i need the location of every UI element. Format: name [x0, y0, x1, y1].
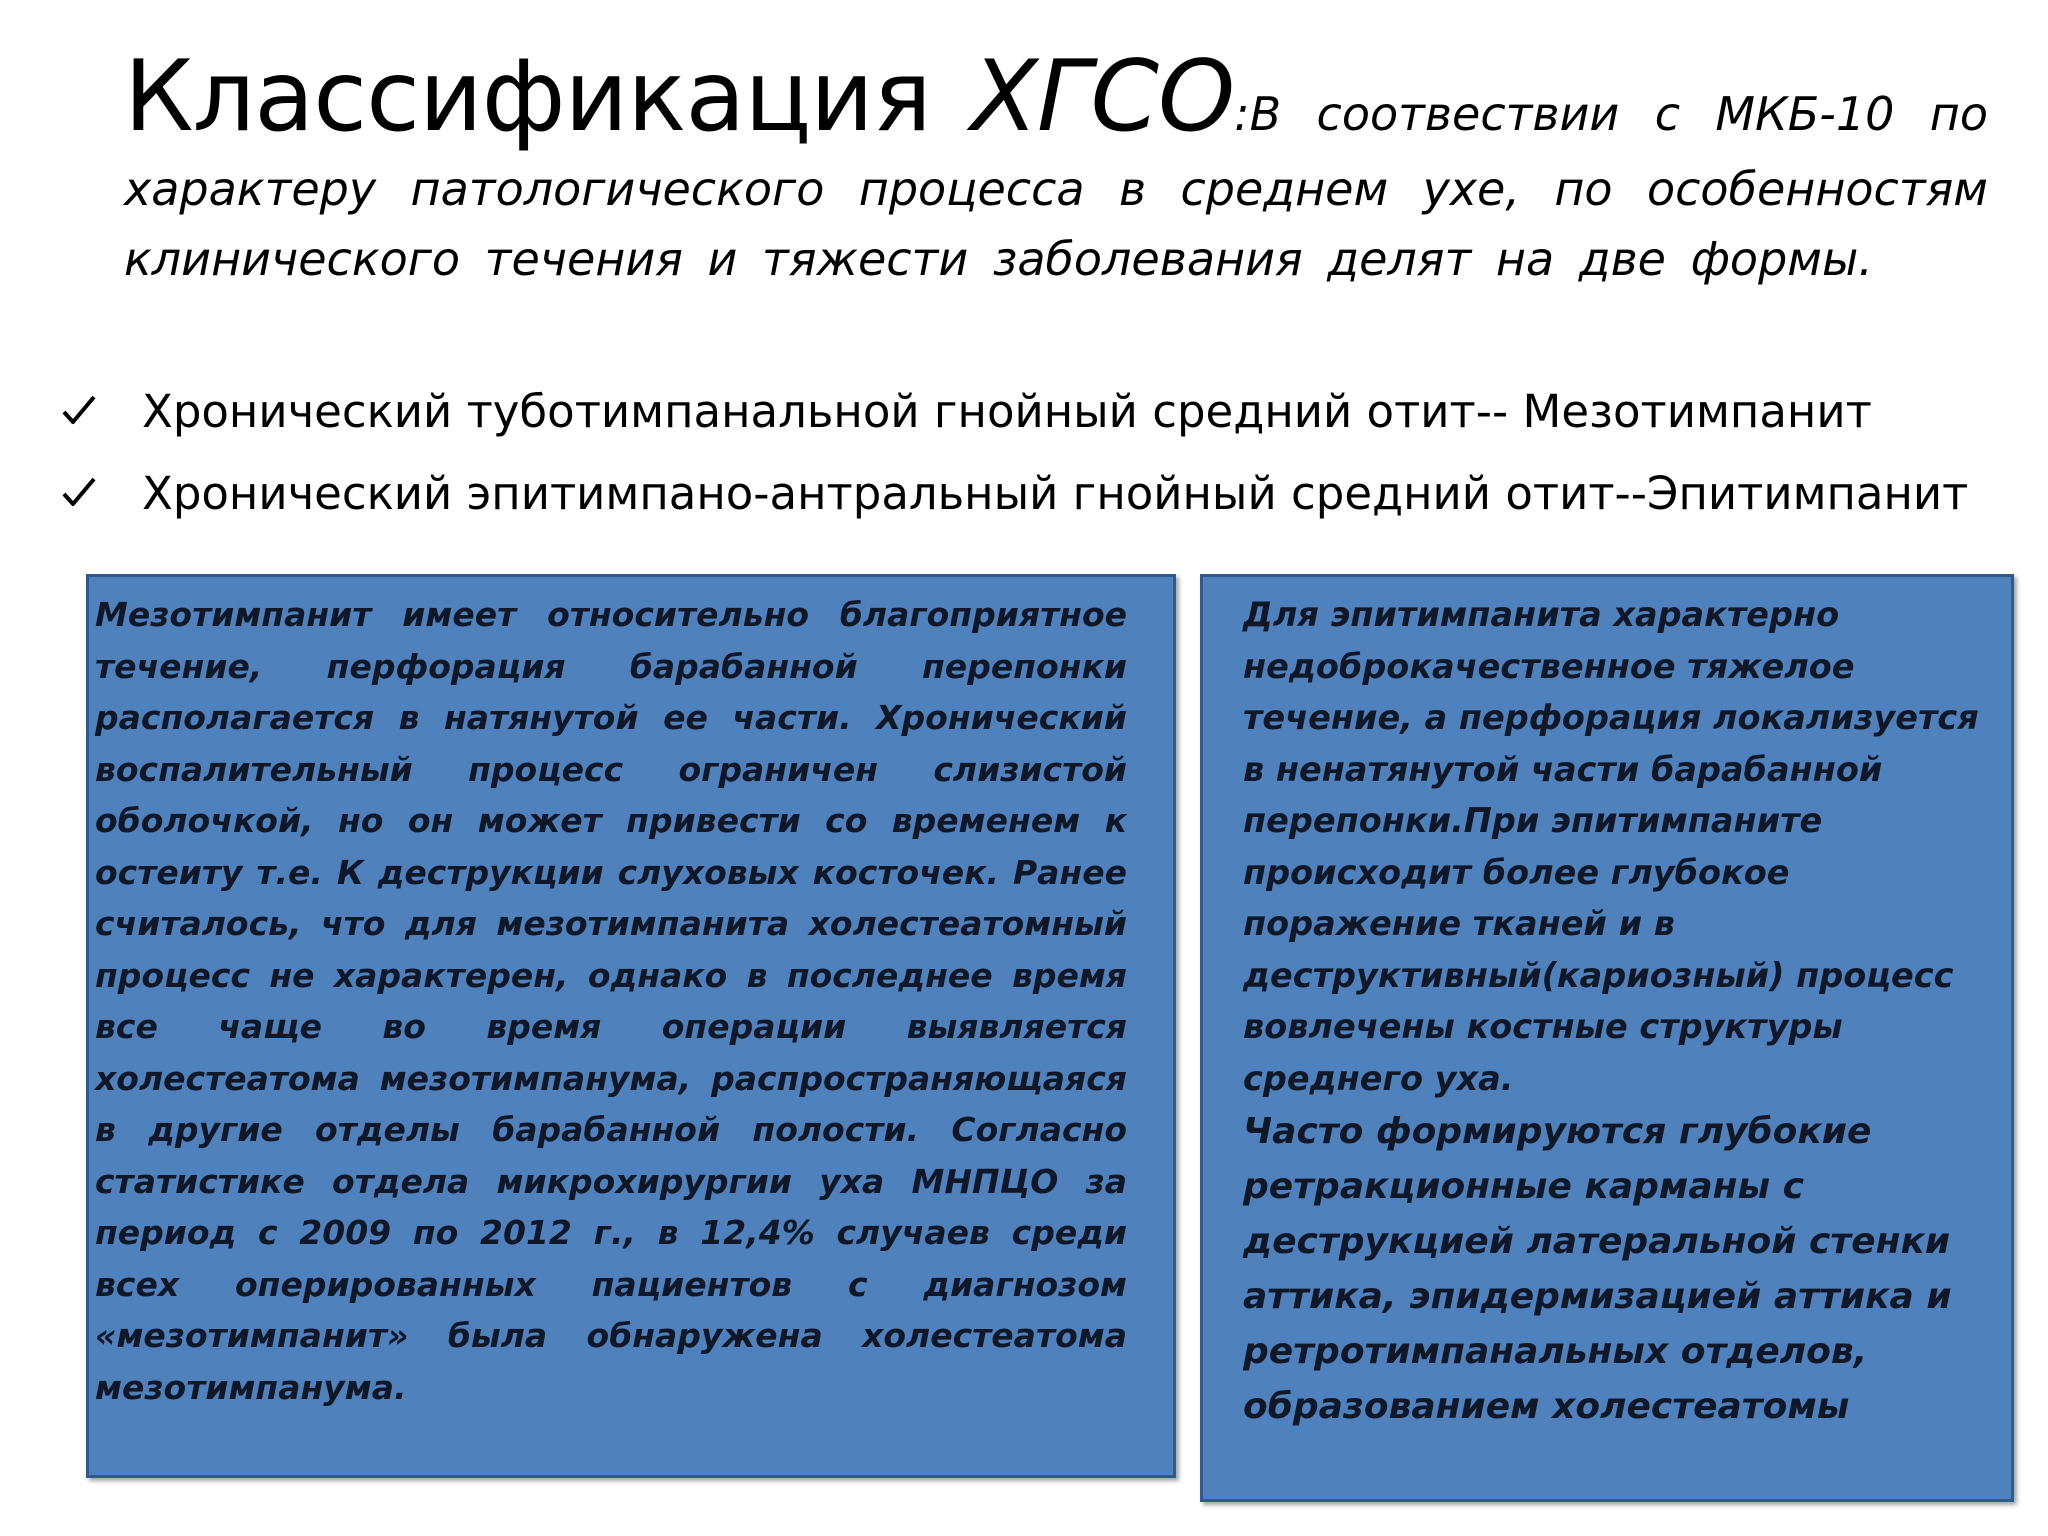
bullet-item [62, 370, 2022, 452]
slide-title-abbreviation: ХГСО [970, 40, 1235, 154]
bullet-text: Хронический эпитимпано-антральный гнойный средний отит--Эпитимпанит [142, 466, 1969, 520]
epitympanitis-complications-text: Часто формируются глубокие ретракционные карманы с деструкцией латеральной стенки аттика, эпидермизацией аттика и ретротимпанальных отделов, образованием холестеатомы [1243, 1111, 1952, 1427]
slide-title-block [124, 40, 1988, 294]
slide-title: Классификация [124, 40, 931, 154]
checkmark-icon [62, 394, 96, 428]
bullet-text: Хронический туботимпанальной гнойный средний отит-- Мезотимпанит [142, 384, 1872, 438]
mesotympanitis-box [86, 574, 1176, 1478]
epitympanitis-text: Для эпитимпанита характерно недоброкачественное тяжелое течение, а перфорация локализуется в ненатянутой части барабанной перепонки.При эпитимпаните происходит более глубокое поражение тканей и в деструктивный(кариозный) процесс вовлечены костные структуры среднего уха. [1243, 595, 1979, 1098]
checkmark-icon [62, 476, 96, 510]
bullet-item [62, 452, 2022, 534]
bullet-list [62, 370, 2022, 534]
epitympanitis-box [1200, 574, 2014, 1502]
slide-subtitle: :В соотвествии с МКБ-10 по характеру патологического процесса в среднем ухе, по особенностям клинического течения и тяжести заболевания делят на две формы. [124, 87, 1988, 286]
mesotympanitis-text: Мезотимпанит имеет относительно благоприятное течение, перфорация барабанной перепонки располагается в натянутой ее части. Хронический воспалительный процесс ограничен слизистой оболочкой, но он может привести со временем к остеиту т.е. К деструкции слуховых косточек. Ранее считалось, что для мезотимпанита холестеатомный процесс не характерен, однако в последнее время все чаще во время операции выявляется холестеатома мезотимпанума, распространяющаяся в другие отделы барабанной полости. Согласно статистике отдела микрохирургии уха МНПЦО за период с 2009 по 2012 г., в 12,4% случаев среди всех оперированных пациентов с диагнозом «мезотимпанит» была обнаружена холестеатома мезотимпанума. [95, 595, 1127, 1407]
